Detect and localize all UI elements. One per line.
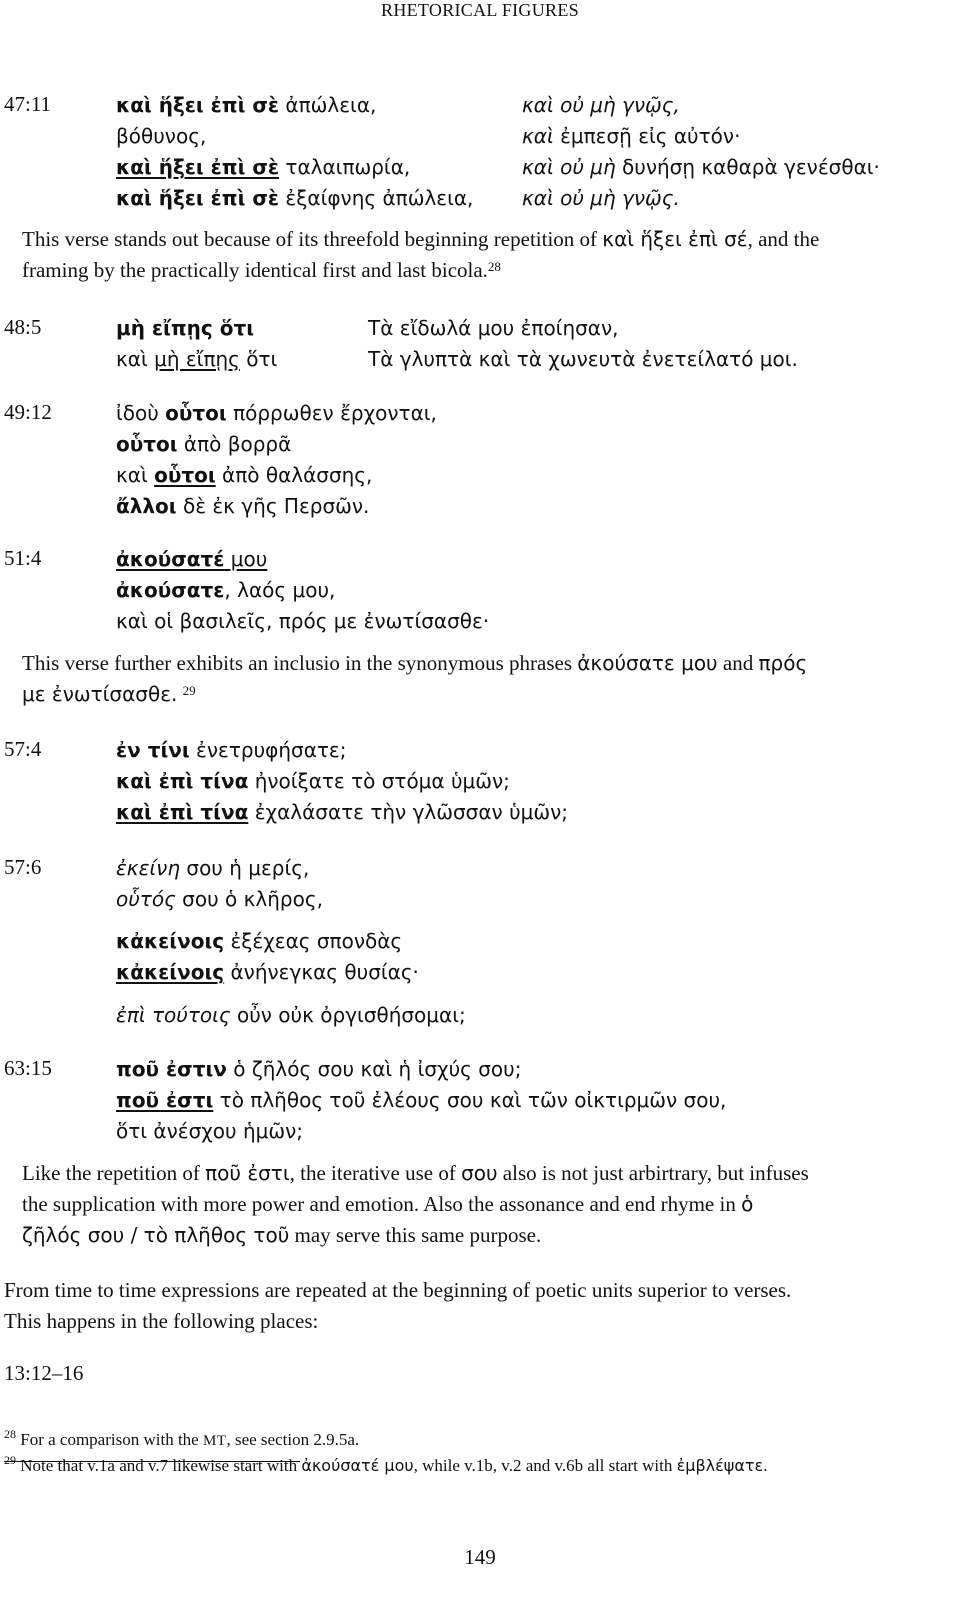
text: framing by the practically identical first and last bicola. [22, 258, 488, 282]
greek-text: ἀπὸ θαλάσσης, [215, 463, 373, 487]
repeated-phrase: ἐπὶ τούτοις [116, 1003, 231, 1027]
greek-text: σου ἡ μερίς, [180, 856, 310, 880]
greek-text: καὶ [116, 463, 155, 487]
text: , the iterative use of [289, 1161, 462, 1185]
paragraph-line [22, 1158, 809, 1189]
greek-text: δυνήσῃ καθαρὰ γενέσθαι· [615, 155, 880, 179]
paragraph-line: From time to time expressions are repeated at the beginning of poetic units superior to verses. [4, 1278, 792, 1302]
text: This verse stands out because of its threefold beginning repetition of [22, 227, 603, 251]
greek-text: ἀπὸ βορρᾶ [177, 432, 292, 456]
greek-text: ταλαιπωρία, [279, 155, 411, 179]
repeated-phrase: κἀκείνοις [116, 960, 225, 984]
verse-ref-57-4: 57:4 [4, 737, 42, 761]
verse-line [116, 769, 510, 793]
verse-line: ὅτι ἀνέσχου ἡμῶν; [116, 1119, 304, 1143]
repeated-phrase: οὗτοι [116, 432, 178, 456]
greek-text: ποῦ ἐστι [205, 1161, 290, 1185]
greek-text: ἰδοὺ [116, 401, 166, 425]
verse-line [116, 1088, 726, 1112]
greek-text: καὶ [522, 124, 554, 148]
greek-text: ἐνετρυφήσατε; [189, 738, 347, 762]
footnote-28 [4, 1427, 360, 1450]
repeated-phrase: ποῦ ἐστι [116, 1088, 214, 1112]
repeated-phrase: οὗτοι [165, 401, 227, 425]
footnote-ref[interactable]: 28 [487, 259, 501, 274]
greek-text: ἐξέχεας σπονδὰς [224, 929, 403, 953]
verse-line [116, 401, 437, 425]
verse-line [116, 1057, 521, 1081]
verse-line-right [522, 155, 880, 179]
verse-line [116, 186, 473, 210]
verse-line [116, 93, 376, 117]
greek-text: ὁ [741, 1192, 754, 1216]
footnote-ref[interactable]: 29 [182, 683, 196, 698]
text: For a comparison with the [16, 1430, 203, 1449]
greek-text: καὶ ἥξει ἐπὶ σέ [602, 227, 748, 251]
greek-text: πόρρωθεν ἔρχονται, [226, 401, 437, 425]
repeated-phrase: ἐκείνη [116, 856, 181, 880]
verse-line [116, 929, 402, 953]
text: may serve this same purpose. [289, 1223, 542, 1247]
paragraph-line: This happens in the following places: [4, 1309, 319, 1333]
greek-text: ὁ ζῆλός σου καὶ ἡ ἰσχύς σου; [226, 1057, 522, 1081]
verse-line [116, 463, 372, 487]
running-header: RHETORICAL FIGURES [381, 0, 579, 20]
greek-text: με ἐνωτίσασθε. [22, 682, 178, 706]
greek-text: ζῆλός σου / τὸ πλῆθος τοῦ [22, 1223, 290, 1247]
verse-line [116, 347, 277, 371]
text: This verse further exhibits an inclusio in the synonymous phrases [22, 651, 578, 675]
verse-ref-63-15: 63:15 [4, 1056, 52, 1080]
paragraph-line [22, 648, 807, 679]
greek-text: ἐχαλάσατε τὴν γλῶσσαν ὑμῶν; [248, 800, 569, 824]
greek-text: τὸ πλῆθος τοῦ ἐλέους σου καὶ τῶν οἰκτιρμῶν σου, [213, 1088, 727, 1112]
repeated-phrase: καὶ ἐπὶ τίνα [116, 769, 249, 793]
verse-line [116, 1003, 466, 1027]
verse-line: βόθυνος, [116, 124, 207, 148]
greek-text: σου ὁ κλῆρος, [175, 887, 323, 911]
paragraph-line [22, 1220, 541, 1251]
repeated-phrase: κἀκείνοις [116, 929, 225, 953]
repeated-phrase: ἐν τίνι [116, 738, 190, 762]
paragraph-line [22, 224, 819, 255]
greek-text: , λαός μου, [224, 578, 336, 602]
verse-line [116, 155, 410, 179]
greek-text: ἀκούσατέ μου [301, 1456, 414, 1475]
text: Like the repetition of [22, 1161, 206, 1185]
verse-line [116, 494, 369, 518]
verse-line [116, 578, 335, 602]
repeated-phrase: καὶ ἐπὶ τίνα [116, 800, 249, 824]
greek-text: καὶ [116, 347, 155, 371]
text: the supplication with more power and emotion. Also the assonance and end rhyme in [22, 1192, 742, 1216]
verse-ref-51-4: 51:4 [4, 546, 42, 570]
repeated-phrase: ἄλλοι [116, 494, 177, 518]
verse-line [116, 738, 346, 762]
greek-text: ὅτι [239, 347, 278, 371]
text: , and the [747, 227, 820, 251]
greek-text: ἐμπεσῇ εἰς αὐτόν· [553, 124, 741, 148]
verse-line [116, 887, 323, 911]
greek-text: ἀπώλεια, [279, 93, 377, 117]
greek-text: ἐξαίφνης ἀπώλεια, [279, 186, 474, 210]
text: , while v.1b, v.2 and v.6b all start with [413, 1456, 677, 1475]
verse-line [116, 960, 419, 984]
verse-ref-47-11: 47:11 [4, 92, 52, 116]
verse-ref-49-12: 49:12 [4, 400, 52, 424]
greek-text: ἠνοίξατε τὸ στόμα ὑμῶν; [248, 769, 510, 793]
repeated-phrase: ἀκούσατέ [116, 547, 225, 571]
greek-text: πρός [758, 651, 808, 675]
paragraph-line [22, 679, 196, 710]
repeated-phrase: οὗτός [116, 887, 176, 911]
verse-line [116, 547, 267, 571]
text: , see section 2.9.5a. [226, 1430, 360, 1449]
repeated-phrase: καὶ ἥξει ἐπὶ σὲ [116, 93, 280, 117]
paragraph-line [22, 255, 501, 286]
greek-text: δὲ ἐκ γῆς Περσῶν. [176, 494, 370, 518]
verse-line [116, 432, 291, 456]
text: . [763, 1456, 768, 1475]
repeated-phrase: οὗτοι [154, 463, 216, 487]
small-caps-text: MT [202, 1433, 227, 1449]
paragraph-line [22, 1189, 753, 1220]
verse-ref-13-12-16: 13:12–16 [4, 1361, 84, 1385]
repeated-phrase: μὴ εἴπῃς [154, 347, 240, 371]
greek-text: ἐμβλέψατε [676, 1456, 764, 1475]
footnote-number: 29 [4, 1453, 16, 1467]
repeated-phrase: ἀκούσατε [116, 578, 225, 602]
greek-text: σου [461, 1161, 498, 1185]
verse-line-right: Τὰ γλυπτὰ καὶ τὰ χωνευτὰ ἐνετείλατό μοι. [368, 347, 798, 371]
verse-ref-57-6: 57:6 [4, 855, 42, 879]
text: and [717, 651, 759, 675]
repeated-phrase: ποῦ ἐστιν [116, 1057, 227, 1081]
verse-line: μὴ εἴπῃς ὅτι [116, 316, 255, 340]
verse-line-right: καὶ οὐ μὴ γνῷς. [522, 186, 680, 210]
greek-text: οὖν οὐκ ὀργισθήσομαι; [230, 1003, 466, 1027]
verse-line-right: καὶ οὐ μὴ γνῷς, [522, 93, 680, 117]
verse-line-right: Τὰ εἴδωλά μου ἐποίησαν, [368, 316, 619, 340]
repeated-phrase: καὶ ἥξει ἐπὶ σὲ [116, 186, 280, 210]
text: Note that v.1a and v.7 likewise start with [16, 1456, 302, 1475]
greek-text: ἀνήνεγκας θυσίας· [224, 960, 419, 984]
greek-text: ἀκούσατε μου [577, 651, 718, 675]
text: also is not just arbirtrary, but infuses [497, 1161, 809, 1185]
page-number: 149 [464, 1545, 496, 1569]
verse-line: καὶ οἱ βασιλεῖς, πρός με ἐνωτίσασθε· [116, 609, 490, 633]
verse-line [116, 800, 568, 824]
verse-line-right [522, 124, 740, 148]
verse-line [116, 856, 309, 880]
greek-text: μου [224, 547, 268, 571]
greek-text: καὶ οὐ μὴ [522, 155, 616, 179]
verse-ref-48-5: 48:5 [4, 315, 42, 339]
footnote-number: 28 [4, 1427, 16, 1441]
repeated-phrase: καὶ ἥξει ἐπὶ σὲ [116, 155, 280, 179]
footnote-29 [4, 1453, 768, 1476]
